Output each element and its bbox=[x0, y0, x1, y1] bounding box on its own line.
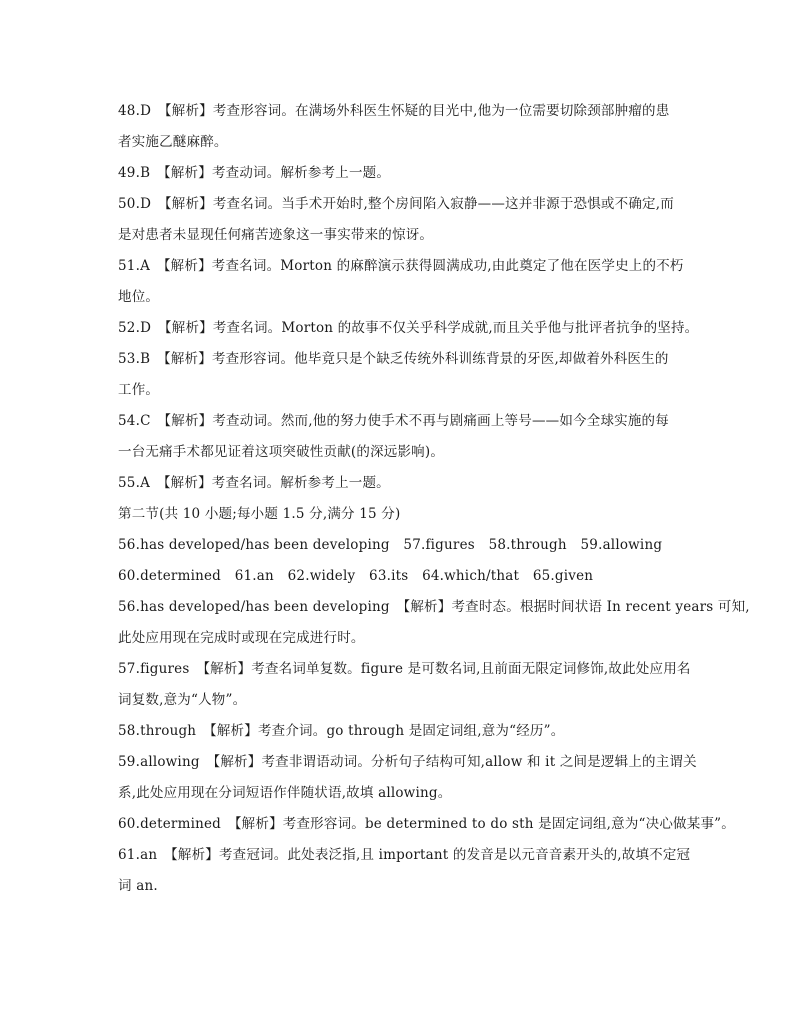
text-line: 词复数,意为“人物”。 bbox=[118, 692, 247, 708]
text-line: 59.allowing 【解析】考查非谓语动词。分析句子结构可知,allow 和 it 之间是逻辑上的主谓关 bbox=[118, 754, 697, 770]
text-line: 是对患者未显现任何痛苦迹象这一事实带来的惊讶。 bbox=[118, 227, 434, 243]
text-line: 者实施乙醚麻醉。 bbox=[118, 134, 228, 150]
text-line: 50.D 【解析】考查名词。当手术开始时,整个房间陷入寂静——这并非源于恐惧或不确定,而 bbox=[118, 196, 674, 212]
text-line: 词 an. bbox=[118, 878, 158, 894]
text-line: 60.determined 【解析】考查形容词。be determined to do sth 是固定词组,意为“决心做某事”。 bbox=[118, 816, 735, 832]
text-line: 系,此处应用现在分词短语作伴随状语,故填 allowing。 bbox=[118, 785, 452, 801]
text-line: 56.has developed/has been developing 【解析】考查时态。根据时间状语 In recent years 可知, bbox=[118, 599, 750, 615]
text-line: 工作。 bbox=[118, 382, 160, 398]
text-line: 地位。 bbox=[118, 289, 160, 305]
text-line: 57.figures 【解析】考查名词单复数。figure 是可数名词,且前面无限定词修饰,故此处应用名 bbox=[118, 661, 691, 677]
answer-explanations bbox=[118, 96, 750, 902]
text-line: 55.A 【解析】考查名词。解析参考上一题。 bbox=[118, 475, 390, 491]
text-line: 一台无痛手术都见证着这项突破性贡献(的深远影响)。 bbox=[118, 444, 445, 460]
text-line: 54.C 【解析】考查动词。然而,他的努力使手术不再与剧痛画上等号——如今全球实施的每 bbox=[118, 413, 669, 429]
text-line: 51.A 【解析】考查名词。Morton 的麻醉演示获得圆满成功,由此奠定了他在医学史上的不朽 bbox=[118, 258, 684, 274]
section-heading: 第二节(共 10 小题;每小题 1.5 分,满分 15 分) bbox=[118, 506, 401, 522]
answer-key-line: 60.determined 61.an 62.widely 63.its 64.which/that 65.given bbox=[118, 568, 594, 584]
text-line: 此处应用现在完成时或现在完成进行时。 bbox=[118, 630, 365, 646]
text-line: 61.an 【解析】考查冠词。此处表泛指,且 important 的发音是以元音音素开头的,故填不定冠 bbox=[118, 847, 691, 863]
text-line: 53.B 【解析】考查形容词。他毕竟只是个缺乏传统外科训练背景的牙医,却做着外科医生的 bbox=[118, 351, 669, 367]
answer-key-line: 56.has developed/has been developing 57.figures 58.through 59.allowing bbox=[118, 537, 663, 553]
text-line: 58.through 【解析】考查介词。go through 是固定词组,意为“经历”。 bbox=[118, 723, 565, 739]
text-line: 52.D 【解析】考查名词。Morton 的故事不仅关乎科学成就,而且关乎他与批评者抗争的坚持。 bbox=[118, 320, 699, 336]
text-line: 49.B 【解析】考查动词。解析参考上一题。 bbox=[118, 165, 391, 181]
text-line: 48.D 【解析】考查形容词。在满场外科医生怀疑的目光中,他为一位需要切除颈部肿瘤的患 bbox=[118, 103, 670, 119]
